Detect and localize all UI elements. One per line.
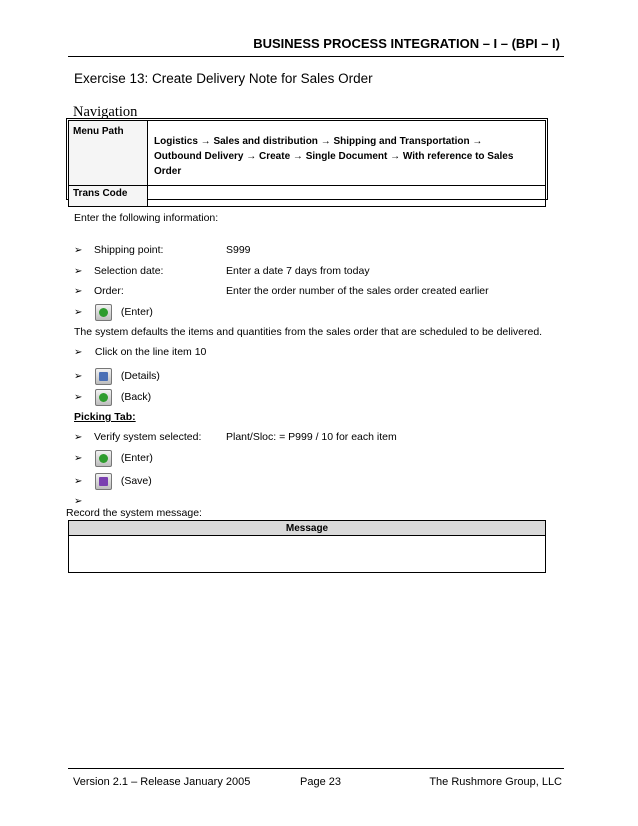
trans-code-label: Trans Code (69, 186, 148, 207)
trans-code-value (148, 186, 546, 207)
enter-checkmark-icon[interactable] (95, 450, 112, 467)
field-value: Enter the order number of the sales order created earlier (226, 285, 489, 297)
bullet-arrow-icon: ➢ (74, 266, 83, 277)
field-value: S999 (226, 244, 251, 256)
footer-version: Version 2.1 – Release January 2005 (73, 776, 251, 788)
back-label: (Back) (120, 391, 152, 404)
bullet-arrow-icon: ➢ (74, 307, 83, 319)
intro-text: Enter the following information: (74, 212, 219, 224)
menu-path-label: Menu Path (69, 121, 148, 186)
verify-label: Verify system selected: (94, 431, 202, 443)
field-label: Shipping point: (94, 244, 164, 256)
details-step (74, 368, 160, 385)
click-step (74, 346, 206, 358)
enter-label: (Enter) (120, 452, 153, 465)
bullet-arrow-icon: ➢ (74, 286, 83, 297)
save-step (74, 473, 152, 490)
menu-path-value (148, 121, 546, 186)
bullet-arrow-icon: ➢ (74, 496, 83, 507)
navigation-label: Navigation (73, 104, 138, 120)
record-message-text: Record the system message: (66, 507, 202, 519)
save-label: (Save) (120, 475, 152, 488)
enter-label: (Enter) (120, 306, 153, 319)
enter-checkmark-icon[interactable] (95, 304, 112, 321)
field-row (74, 285, 544, 297)
menu-path-line: Logistics → Sales and distribution → Shipping and Transportation → (154, 136, 483, 147)
bullet-arrow-icon: ➢ (74, 347, 83, 358)
field-label: Order: (94, 285, 124, 297)
bullet-arrow-icon: ➢ (74, 432, 83, 443)
enter-step (74, 304, 153, 321)
menu-path-line: Outbound Delivery → Create → Single Document → With reference to Sales (154, 151, 514, 162)
field-value: Enter a date 7 days from today (226, 265, 370, 277)
exercise-title: Exercise 13: Create Delivery Note for Sales Order (74, 71, 373, 86)
verify-value: Plant/Sloc: = P999 / 10 for each item (226, 431, 397, 443)
footer-company: The Rushmore Group, LLC (429, 776, 562, 788)
bullet-arrow-icon: ➢ (74, 392, 83, 404)
menu-path-line: Order (154, 166, 182, 177)
verify-step (74, 431, 544, 443)
bullet-arrow-icon: ➢ (74, 453, 83, 465)
message-header: Message (69, 521, 546, 536)
defaults-text: The system defaults the items and quantities from the sales order that are scheduled to be delivered. (74, 326, 543, 338)
back-arrow-icon[interactable] (95, 389, 112, 406)
field-label: Selection date: (94, 265, 164, 277)
page-header-title: BUSINESS PROCESS INTEGRATION – I – (BPI – I) (253, 36, 560, 51)
click-line-text: Click on the line item 10 (94, 346, 207, 358)
bullet-arrow-icon: ➢ (74, 476, 83, 488)
bullet-arrow-icon: ➢ (74, 245, 83, 256)
message-table (68, 520, 546, 573)
details-label: (Details) (120, 370, 160, 383)
bullet-arrow-icon: ➢ (74, 371, 83, 383)
picking-tab-heading: Picking Tab: (74, 411, 136, 423)
empty-bullet (74, 495, 88, 507)
field-row (74, 244, 544, 256)
back-step (74, 389, 151, 406)
footer-rule (68, 768, 564, 769)
save-floppy-icon[interactable] (95, 473, 112, 490)
enter-step-2 (74, 450, 153, 467)
header-rule (68, 56, 564, 57)
navigation-table (68, 120, 546, 207)
footer-page-number: Page 23 (300, 776, 341, 788)
message-entry-cell[interactable] (69, 536, 546, 573)
details-magnifier-icon[interactable] (95, 368, 112, 385)
field-row (74, 265, 544, 277)
